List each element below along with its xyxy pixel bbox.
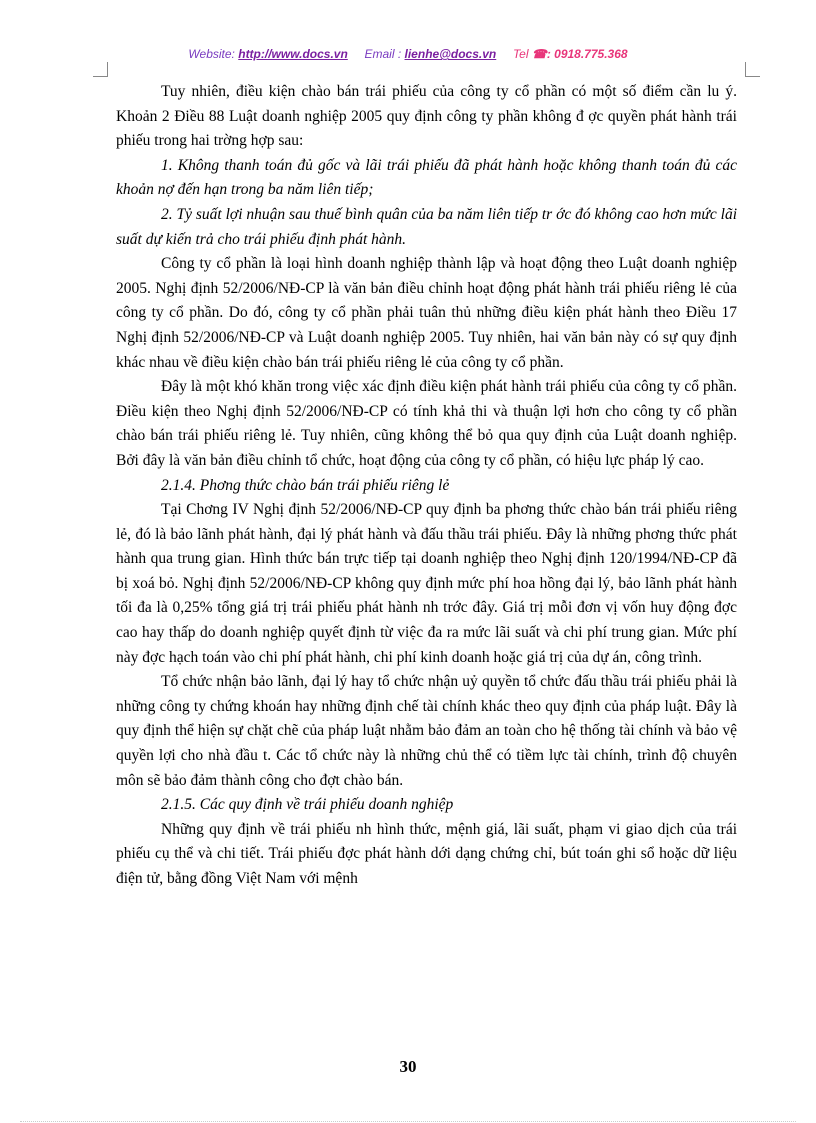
paragraph: Đây là một khó khăn trong việc xác định điều kiện phát hành trái phiếu của công ty cổ phần. Điều kiện theo Nghị định 52/2006/NĐ-CP có tính khả thi và thuận lợi hơn cho công ty cổ phần chào bán trái phiếu riêng lẻ. Tuy nhiên, cũng không thể bỏ qua quy định của Luật doanh nghiệp. Bởi đây là văn bản điều chỉnh tổ chức, hoạt động của công ty cổ phần, có hiệu lực pháp lý cao. xyxy=(116,378,737,469)
paragraph: Công ty cổ phần là loại hình doanh nghiệp thành lập và hoạt động theo Luật doanh nghiệp 2005. Nghị định 52/2006/NĐ-CP là văn bản điều chỉnh hoạt động phát hành trái phiếu riêng lẻ của công ty cổ phần. Do đó, công ty cổ phần phải tuân thủ những điều kiện phát hành theo Điều 17 Nghị định 52/2006/NĐ-CP và Luật doanh nghiệp 2005. Tuy nhiên, hai văn bản này có sự quy định khác nhau về điều kiện chào bán trái phiếu riêng lẻ của công ty cổ phần. xyxy=(116,255,737,371)
section-heading: 2.1.4. Phơng thức chào bán trái phiếu riêng lẻ xyxy=(161,476,450,494)
paragraph: Những quy định về trái phiếu nh hình thức, mệnh giá, lãi suất, phạm vi giao dịch của trái phiếu cụ thể và chi tiết. Trái phiếu đợc phát hành dới dạng chứng chỉ, bút toán ghi sổ hoặc dữ liệu điện tử, bằng đồng Việt Nam với mệnh xyxy=(116,820,737,887)
paragraph: Tại Chơng IV Nghị định 52/2006/NĐ-CP quy định ba phơng thức chào bán trái phiếu riêng lẻ, đó là bảo lãnh phát hành, đại lý phát hành và đấu thầu trái phiếu. Đây là những phơng thức phát hành qua trung gian. Hình thức bán trực tiếp tại doanh nghiệp theo Nghị định 120/1994/NĐ-CP đã bị xoá bỏ. Nghị định 52/2006/NĐ-CP không quy định mức phí hoa hồng đại lý, bảo lãnh phát hành tối đa là 0,25% tổng giá trị trái phiếu phát hành nh trớc đây. Giá trị mỗi đơn vị vốn huy động đợc cao hay thấp do doanh nghiệp quyết định từ việc đa ra mức lãi suất và chi phí trung gian. Mức phí này đợc hạch toán vào chi phí phát hành, chi phí kinh doanh hoặc giá trị của dự án, công trình. xyxy=(116,501,737,666)
list-item: 1. Không thanh toán đủ gốc và lãi trái phiếu đã phát hành hoặc không thanh toán đủ các khoản nợ đến hạn trong ba năm liên tiếp; xyxy=(116,156,737,199)
crop-mark-top-right xyxy=(745,62,760,77)
phone-icon: ☎ xyxy=(531,47,547,61)
page-header xyxy=(0,47,816,61)
page-bottom-border xyxy=(20,1121,796,1122)
crop-mark-top-left xyxy=(93,62,108,77)
paragraph: Tuy nhiên, điều kiện chào bán trái phiếu của công ty cổ phần có một số điểm cần lu ý. Khoản 2 Điều 88 Luật doanh nghiệp 2005 quy định công ty phần không đ ợc quyền phát hành trái phiếu trong hai trờng hợp sau: xyxy=(116,83,737,150)
website-label: Website: xyxy=(188,47,235,61)
paragraph: Tổ chức nhận bảo lãnh, đại lý hay tổ chức nhận uỷ quyền tổ chức đấu thầu trái phiếu phải là những công ty chứng khoán hay những định chế tài chính khác theo quy định của pháp luật. Đây là quy định thể hiện sự chặt chẽ của pháp luật nhằm bảo đảm an toàn cho hệ thống tài chính và bảo vệ quyền lợi cho nhà đầu t. Các tổ chức này là những chủ thể có tiềm lực tài chính, trình độ chuyên môn sẽ bảo đảm thành công cho đợt chào bán. xyxy=(116,673,737,789)
email-link[interactable]: lienhe@docs.vn xyxy=(404,47,497,61)
website-link[interactable]: http://www.docs.vn xyxy=(238,47,348,61)
document-body xyxy=(116,80,737,892)
tel-label: Tel xyxy=(512,47,529,61)
tel-value: : 0918.775.368 xyxy=(546,47,628,61)
section-heading: 2.1.5. Các quy định về trái phiếu doanh nghiệp xyxy=(161,796,454,814)
list-item: 2. Tỷ suất lợi nhuận sau thuế bình quân của ba năm liên tiếp tr ớc đó không cao hơn mức lãi suất dự kiến trả cho trái phiếu định phát hành. xyxy=(116,205,737,248)
email-label: Email : xyxy=(364,47,402,61)
page-number: 30 xyxy=(399,1057,417,1076)
